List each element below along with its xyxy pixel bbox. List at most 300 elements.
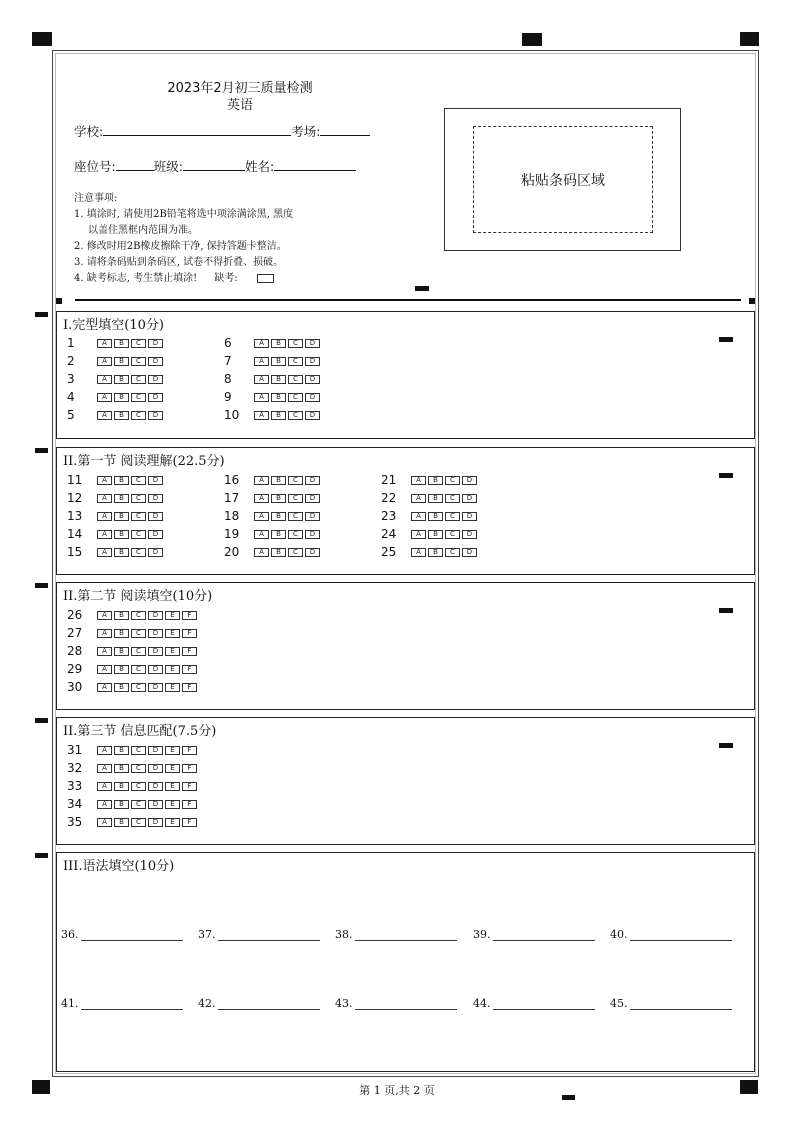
option-bubble[interactable]: C: [445, 530, 460, 539]
name-field[interactable]: [274, 159, 356, 171]
grammar-blank-39: [473, 928, 595, 941]
barcode-inner[interactable]: [473, 126, 653, 233]
subject-title: 英语: [226, 98, 253, 113]
option-bubble[interactable]: A: [254, 393, 269, 402]
option-bubble[interactable]: B: [114, 800, 129, 809]
page-footer: 第 1 页,共 2 页: [359, 1084, 435, 1097]
option-bubble[interactable]: E: [165, 746, 180, 755]
option-bubble[interactable]: A: [411, 548, 426, 557]
blank-number: 36.: [61, 928, 79, 941]
question-17: [224, 491, 322, 505]
question-number: 13: [67, 509, 83, 523]
question-27: [67, 626, 199, 640]
option-bubble[interactable]: B: [114, 339, 129, 348]
option-bubble[interactable]: C: [131, 629, 146, 638]
timing-mark: [35, 718, 48, 723]
note-item: 1. 填涂时, 请使用2B铅笔将选中项涂满涂黑, 黑度: [74, 209, 294, 220]
notes-heading: 注意事项:: [74, 193, 118, 204]
option-bubble[interactable]: C: [131, 411, 146, 420]
option-bubble[interactable]: F: [182, 746, 197, 755]
option-bubble[interactable]: C: [131, 548, 146, 557]
option-bubble[interactable]: A: [97, 629, 112, 638]
option-bubble[interactable]: D: [148, 647, 163, 656]
registration-mark: [32, 32, 52, 46]
blank-line[interactable]: [218, 999, 320, 1010]
blank-number: 38.: [335, 928, 353, 941]
option-bubble[interactable]: E: [165, 611, 180, 620]
question-35: [67, 815, 199, 829]
option-bubble[interactable]: B: [114, 818, 129, 827]
option-bubble[interactable]: B: [271, 548, 286, 557]
option-bubble[interactable]: A: [254, 494, 269, 503]
question-29: [67, 662, 199, 676]
blank-line[interactable]: [630, 999, 732, 1010]
option-bubble[interactable]: A: [254, 530, 269, 539]
option-bubble[interactable]: A: [411, 530, 426, 539]
option-bubble[interactable]: E: [165, 665, 180, 674]
blank-line[interactable]: [81, 999, 183, 1010]
option-bubble[interactable]: C: [131, 339, 146, 348]
question-number: 12: [67, 491, 83, 505]
option-bubble[interactable]: D: [305, 548, 320, 557]
option-bubble[interactable]: C: [131, 746, 146, 755]
grammar-blank-37: [198, 928, 320, 941]
blank-line[interactable]: [218, 930, 320, 941]
option-bubble[interactable]: C: [288, 548, 303, 557]
option-bubble[interactable]: B: [114, 683, 129, 692]
option-bubble[interactable]: A: [411, 512, 426, 521]
grammar-blank-40: [610, 928, 732, 941]
section-title: II.第一节 阅读理解(22.5分): [63, 454, 225, 469]
option-bubble[interactable]: A: [97, 665, 112, 674]
option-bubble[interactable]: C: [131, 764, 146, 773]
option-bubble[interactable]: C: [131, 375, 146, 384]
option-bubble[interactable]: B: [114, 764, 129, 773]
option-bubble[interactable]: C: [288, 357, 303, 366]
question-number: 20: [224, 545, 240, 559]
question-number: 32: [67, 761, 83, 775]
option-bubble[interactable]: B: [271, 494, 286, 503]
option-bubble[interactable]: B: [114, 512, 129, 521]
note-item: 3. 请将条码贴到条码区, 试卷不得折叠、损破。: [74, 257, 284, 268]
option-bubble[interactable]: D: [148, 393, 163, 402]
blank-number: 43.: [335, 997, 353, 1010]
option-bubble[interactable]: F: [182, 683, 197, 692]
option-bubble[interactable]: B: [114, 647, 129, 656]
question-13: [67, 509, 165, 523]
option-bubble[interactable]: C: [445, 548, 460, 557]
option-bubble[interactable]: A: [97, 357, 112, 366]
question-number: 5: [67, 408, 75, 422]
option-bubble[interactable]: A: [97, 782, 112, 791]
option-bubble[interactable]: B: [114, 411, 129, 420]
blank-number: 44.: [473, 997, 491, 1010]
option-bubble[interactable]: B: [114, 393, 129, 402]
question-2: [67, 354, 165, 368]
option-bubble[interactable]: C: [131, 393, 146, 402]
option-bubble[interactable]: A: [97, 611, 112, 620]
option-bubble[interactable]: C: [131, 494, 146, 503]
option-bubble[interactable]: F: [182, 782, 197, 791]
option-bubble[interactable]: B: [114, 476, 129, 485]
exam-room-field[interactable]: [320, 124, 370, 136]
option-bubble[interactable]: B: [114, 629, 129, 638]
question-number: 11: [67, 473, 83, 487]
option-bubble[interactable]: F: [182, 818, 197, 827]
question-4: [67, 390, 165, 404]
question-32: [67, 761, 199, 775]
option-bubble[interactable]: A: [97, 764, 112, 773]
option-bubble[interactable]: D: [148, 611, 163, 620]
option-bubble[interactable]: B: [428, 476, 443, 485]
option-bubble[interactable]: B: [271, 512, 286, 521]
note-item-text: 4. 缺考标志, 考生禁止填涂!: [74, 273, 198, 284]
option-bubble[interactable]: D: [305, 530, 320, 539]
question-28: [67, 644, 199, 658]
option-bubble[interactable]: C: [445, 476, 460, 485]
question-number: 22: [381, 491, 397, 505]
option-bubble[interactable]: F: [182, 629, 197, 638]
question-20: [224, 545, 322, 559]
blank-line[interactable]: [493, 930, 595, 941]
note-item: 以盖住黑框内范围为准。: [88, 225, 198, 236]
question-number: 24: [381, 527, 397, 541]
option-bubble[interactable]: A: [254, 548, 269, 557]
question-number: 30: [67, 680, 83, 694]
option-bubble[interactable]: F: [182, 764, 197, 773]
blank-line[interactable]: [493, 999, 595, 1010]
option-bubble[interactable]: A: [97, 411, 112, 420]
section-title: III.语法填空(10分): [63, 859, 175, 874]
exam-room-label: 考场:: [291, 124, 321, 139]
school-row: [74, 122, 370, 140]
option-bubble[interactable]: D: [148, 411, 163, 420]
option-bubble[interactable]: E: [165, 647, 180, 656]
option-bubble[interactable]: C: [288, 476, 303, 485]
question-23: [381, 509, 479, 523]
question-30: [67, 680, 199, 694]
option-bubble[interactable]: D: [148, 548, 163, 557]
option-bubble[interactable]: B: [114, 782, 129, 791]
option-bubble[interactable]: A: [97, 818, 112, 827]
option-bubble[interactable]: C: [288, 512, 303, 521]
option-bubble[interactable]: A: [97, 548, 112, 557]
question-25: [381, 545, 479, 559]
option-bubble[interactable]: B: [114, 494, 129, 503]
barcode-area: [444, 108, 681, 251]
question-number: 27: [67, 626, 83, 640]
option-bubble[interactable]: D: [148, 476, 163, 485]
option-bubble[interactable]: D: [148, 764, 163, 773]
grammar-blank-43: [335, 997, 457, 1010]
option-bubble[interactable]: D: [148, 665, 163, 674]
option-bubble[interactable]: A: [97, 393, 112, 402]
question-number: 9: [224, 390, 232, 404]
option-bubble[interactable]: F: [182, 611, 197, 620]
question-number: 10: [224, 408, 240, 422]
option-bubble[interactable]: C: [131, 818, 146, 827]
option-bubble[interactable]: C: [288, 393, 303, 402]
notes-block: [74, 191, 374, 287]
grammar-blank-38: [335, 928, 457, 941]
timing-mark: [35, 448, 48, 453]
option-bubble[interactable]: C: [131, 683, 146, 692]
question-7: [224, 354, 322, 368]
question-number: 3: [67, 372, 75, 386]
question-21: [381, 473, 479, 487]
question-5: [67, 408, 165, 422]
option-bubble[interactable]: C: [131, 782, 146, 791]
option-bubble[interactable]: D: [148, 800, 163, 809]
option-bubble[interactable]: A: [97, 339, 112, 348]
option-bubble[interactable]: D: [462, 548, 477, 557]
option-bubble[interactable]: F: [182, 800, 197, 809]
question-number: 34: [67, 797, 83, 811]
option-bubble[interactable]: A: [97, 476, 112, 485]
question-19: [224, 527, 322, 541]
question-number: 35: [67, 815, 83, 829]
option-bubble[interactable]: B: [428, 512, 443, 521]
option-bubble[interactable]: B: [114, 611, 129, 620]
option-bubble[interactable]: B: [271, 411, 286, 420]
registration-mark: [740, 32, 759, 46]
option-bubble[interactable]: B: [271, 375, 286, 384]
blank-number: 40.: [610, 928, 628, 941]
option-bubble[interactable]: D: [148, 494, 163, 503]
option-bubble[interactable]: B: [114, 746, 129, 755]
option-bubble[interactable]: F: [182, 665, 197, 674]
option-bubble[interactable]: B: [428, 494, 443, 503]
question-number: 23: [381, 509, 397, 523]
question-number: 26: [67, 608, 83, 622]
option-bubble[interactable]: D: [148, 512, 163, 521]
question-number: 25: [381, 545, 397, 559]
option-bubble[interactable]: D: [148, 746, 163, 755]
option-bubble[interactable]: C: [131, 530, 146, 539]
blank-number: 39.: [473, 928, 491, 941]
option-bubble[interactable]: B: [114, 530, 129, 539]
option-bubble[interactable]: A: [97, 800, 112, 809]
question-9: [224, 390, 322, 404]
note-item: [74, 271, 374, 287]
option-bubble[interactable]: A: [411, 476, 426, 485]
blank-number: 37.: [198, 928, 216, 941]
question-33: [67, 779, 199, 793]
option-bubble[interactable]: C: [131, 647, 146, 656]
question-34: [67, 797, 199, 811]
section-title: I.完型填空(10分): [63, 318, 164, 333]
question-6: [224, 336, 322, 350]
option-bubble[interactable]: C: [445, 494, 460, 503]
barcode-label: 粘贴条码区域: [521, 172, 605, 189]
option-bubble[interactable]: D: [148, 782, 163, 791]
option-bubble[interactable]: D: [305, 393, 320, 402]
option-bubble[interactable]: C: [131, 512, 146, 521]
option-bubble[interactable]: E: [165, 629, 180, 638]
option-bubble[interactable]: E: [165, 683, 180, 692]
section-grammar: [56, 852, 755, 1072]
option-bubble[interactable]: B: [271, 357, 286, 366]
option-bubble[interactable]: B: [271, 476, 286, 485]
option-bubble[interactable]: A: [97, 494, 112, 503]
option-bubble[interactable]: D: [148, 339, 163, 348]
option-bubble[interactable]: A: [97, 683, 112, 692]
question-15: [67, 545, 165, 559]
option-bubble[interactable]: C: [131, 665, 146, 674]
school-field[interactable]: [103, 124, 291, 136]
option-bubble[interactable]: D: [462, 476, 477, 485]
question-number: 4: [67, 390, 75, 404]
section-title: II.第二节 阅读填空(10分): [63, 589, 213, 604]
option-bubble[interactable]: E: [165, 818, 180, 827]
question-1: [67, 336, 165, 350]
question-26: [67, 608, 199, 622]
option-bubble[interactable]: A: [254, 512, 269, 521]
question-number: 18: [224, 509, 240, 523]
option-bubble[interactable]: C: [288, 411, 303, 420]
option-bubble[interactable]: A: [411, 494, 426, 503]
question-number: 16: [224, 473, 240, 487]
option-bubble[interactable]: C: [131, 800, 146, 809]
exam-title: 2023年2月初三质量检测: [167, 81, 313, 96]
question-number: 2: [67, 354, 75, 368]
option-bubble[interactable]: D: [305, 339, 320, 348]
option-bubble[interactable]: C: [131, 357, 146, 366]
option-bubble[interactable]: B: [114, 357, 129, 366]
question-18: [224, 509, 322, 523]
option-bubble[interactable]: E: [165, 800, 180, 809]
grammar-blank-41: [61, 997, 183, 1010]
header-divider: [75, 299, 741, 301]
question-number: 29: [67, 662, 83, 676]
question-3: [67, 372, 165, 386]
option-bubble[interactable]: B: [428, 530, 443, 539]
option-bubble[interactable]: A: [97, 512, 112, 521]
question-number: 28: [67, 644, 83, 658]
question-number: 21: [381, 473, 397, 487]
question-22: [381, 491, 479, 505]
seat-row: [74, 157, 356, 175]
question-number: 7: [224, 354, 232, 368]
blank-line[interactable]: [81, 930, 183, 941]
blank-number: 42.: [198, 997, 216, 1010]
option-bubble[interactable]: C: [288, 375, 303, 384]
grammar-blank-45: [610, 997, 732, 1010]
option-bubble[interactable]: D: [305, 512, 320, 521]
blank-number: 45.: [610, 997, 628, 1010]
option-bubble[interactable]: C: [445, 512, 460, 521]
blank-line[interactable]: [355, 999, 457, 1010]
absent-box[interactable]: [257, 274, 274, 283]
option-bubble[interactable]: D: [305, 375, 320, 384]
blank-line[interactable]: [355, 930, 457, 941]
seat-field[interactable]: [116, 159, 154, 171]
class-label: 班级:: [153, 159, 183, 174]
timing-mark: [35, 853, 48, 858]
option-bubble[interactable]: E: [165, 782, 180, 791]
blank-number: 41.: [61, 997, 79, 1010]
class-field[interactable]: [183, 159, 245, 171]
registration-mark: [522, 33, 542, 46]
option-bubble[interactable]: A: [97, 530, 112, 539]
option-bubble[interactable]: B: [114, 375, 129, 384]
grammar-blank-44: [473, 997, 595, 1010]
question-number: 31: [67, 743, 83, 757]
question-16: [224, 473, 322, 487]
option-bubble[interactable]: D: [148, 629, 163, 638]
grammar-blank-36: [61, 928, 183, 941]
option-bubble[interactable]: F: [182, 647, 197, 656]
question-number: 33: [67, 779, 83, 793]
option-bubble[interactable]: C: [288, 494, 303, 503]
option-bubble[interactable]: D: [462, 530, 477, 539]
option-bubble[interactable]: D: [148, 375, 163, 384]
option-bubble[interactable]: A: [97, 647, 112, 656]
timing-mark: [35, 583, 48, 588]
option-bubble[interactable]: E: [165, 764, 180, 773]
option-bubble[interactable]: A: [254, 339, 269, 348]
option-bubble[interactable]: C: [288, 530, 303, 539]
option-bubble[interactable]: A: [254, 411, 269, 420]
question-11: [67, 473, 165, 487]
question-number: 6: [224, 336, 232, 350]
option-bubble[interactable]: D: [305, 411, 320, 420]
note-item: 2. 修改时用2B橡皮擦除干净, 保持答题卡整洁。: [74, 241, 287, 252]
question-number: 19: [224, 527, 240, 541]
option-bubble[interactable]: A: [254, 476, 269, 485]
option-bubble[interactable]: D: [305, 494, 320, 503]
option-bubble[interactable]: C: [131, 611, 146, 620]
seat-label: 座位号:: [74, 159, 116, 174]
option-bubble[interactable]: D: [462, 494, 477, 503]
option-bubble[interactable]: B: [114, 665, 129, 674]
option-bubble[interactable]: B: [114, 548, 129, 557]
timing-mark: [35, 312, 48, 317]
option-bubble[interactable]: A: [97, 746, 112, 755]
option-bubble[interactable]: D: [305, 476, 320, 485]
option-bubble[interactable]: A: [97, 375, 112, 384]
option-bubble[interactable]: C: [131, 476, 146, 485]
blank-line[interactable]: [630, 930, 732, 941]
section-title: II.第三节 信息匹配(7.5分): [63, 724, 217, 739]
question-number: 1: [67, 336, 75, 350]
option-bubble[interactable]: A: [254, 375, 269, 384]
question-number: 8: [224, 372, 232, 386]
option-bubble[interactable]: C: [288, 339, 303, 348]
absent-label: 缺考:: [214, 273, 238, 284]
question-number: 14: [67, 527, 83, 541]
question-31: [67, 743, 199, 757]
option-bubble[interactable]: D: [148, 357, 163, 366]
option-bubble[interactable]: D: [148, 530, 163, 539]
option-bubble[interactable]: B: [428, 548, 443, 557]
option-bubble[interactable]: D: [305, 357, 320, 366]
option-bubble[interactable]: D: [148, 683, 163, 692]
school-label: 学校:: [74, 124, 104, 139]
question-10: [224, 408, 322, 422]
option-bubble[interactable]: B: [271, 530, 286, 539]
option-bubble[interactable]: D: [462, 512, 477, 521]
option-bubble[interactable]: B: [271, 339, 286, 348]
name-label: 姓名:: [244, 159, 275, 174]
option-bubble[interactable]: B: [271, 393, 286, 402]
question-8: [224, 372, 322, 386]
question-14: [67, 527, 165, 541]
question-24: [381, 527, 479, 541]
option-bubble[interactable]: A: [254, 357, 269, 366]
question-12: [67, 491, 165, 505]
option-bubble[interactable]: D: [148, 818, 163, 827]
